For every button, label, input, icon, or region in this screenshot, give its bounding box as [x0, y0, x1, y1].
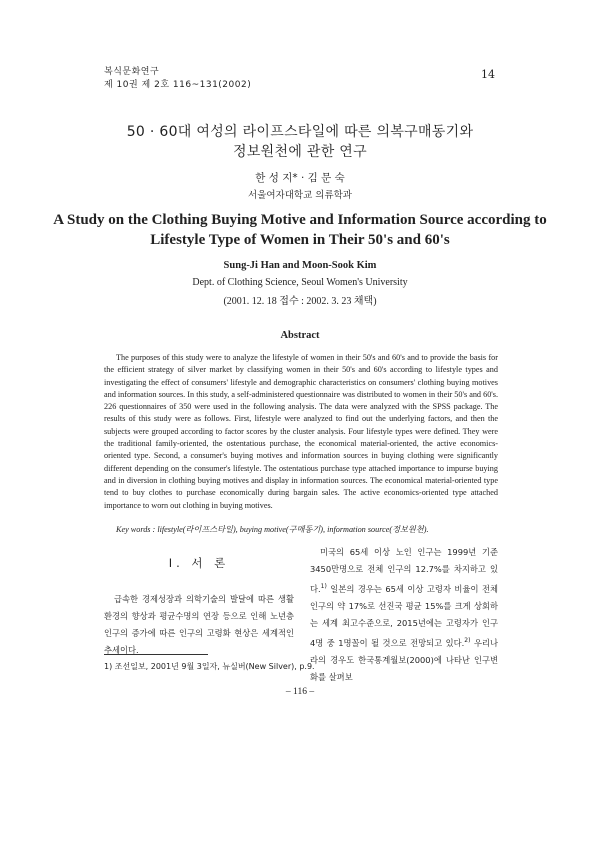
right-column	[310, 544, 498, 686]
left-column	[104, 551, 294, 659]
footnote-ref-2: 2)	[464, 637, 471, 645]
korean-affiliation: 서울여자대학교 의류학과	[248, 190, 352, 201]
intro-text-part1: 미국의 65세 이상 노인 인구는 1999년 기준 3450만명으로 전체 인구의 12.7%를 차지하고 있다.	[310, 547, 498, 594]
korean-authors: 한 성 지* · 김 문 숙	[255, 172, 345, 184]
intro-text-part2: 일본의 경우는 65세 이상 고령자 비율이 전체 인구의 약 17%로 선진국 평균 15%를 크게 상회하는 세계 최고수준으로, 2015년에는 고령자가 인구 4명 중 1명꼴이 될 것으로 전망되고 있다.	[310, 583, 498, 648]
journal-name: 복식문화연구	[104, 67, 160, 77]
footnote-divider	[104, 654, 208, 655]
korean-title	[0, 122, 600, 162]
journal-volume: 제 10권 제 2호 116~131(2002)	[104, 80, 252, 90]
english-title-line1: A Study on the Clothing Buying Motive and Information Source according to	[53, 212, 547, 228]
journal-info	[104, 66, 251, 92]
abstract-text: The purposes of this study were to analyze the lifestyle of women in their 50's and 60's and to provide the basis for the efficient strategy of silver market by classifying women in their 50's and 60's according to lifestyle types and investigating the effect of consumers' lifestyle and demographic characteristics on consumers' clothing buying motives and information sources. In this study, a self-administered questionnaire was distributed to women in their 50's and 60's. 226 questionnaires of 350 were used in the following analysis. The data were analyzed with the SPSS package. The results of this study were as follows. First, lifestyle were analyzed to find out the underlying factors, and then the subjects were grouped according to factor scores by the cluster analysis. Four lifestyle types were defined. They were the traditional family-oriented, the ostentatious purchase, the economical material-oriented, the active economics-oriented type. Second, a consumer's buying motives and information sources in buying clothing were significantly different depending on the consumer's lifestyle. The ostentatious purchase type attached importance to impurse buying and in diversion in clothing buying motives and display in information sources. The economical material-oriented type tend to buy clothes to purchase economically during bargain sales. The active economics-oriented type attached importance to worn out clothing in buying motives.	[104, 353, 498, 510]
english-title	[0, 210, 600, 250]
received-accepted-dates: (2001. 12. 18 접수 : 2002. 3. 23 채택)	[223, 296, 377, 307]
intro-paragraph-left: 급속한 경제성장과 의학기술의 발달에 따른 생활환경의 향상과 평균수명의 연장 등으로 인해 노년층 인구의 증가에 따른 인구의 고령화 현상은 세계적인 추세이다.	[104, 594, 294, 656]
korean-title-line1: 50 · 60대 여성의 라이프스타일에 따른 의복구매동기와	[126, 124, 474, 140]
abstract-heading: Abstract	[280, 330, 320, 341]
top-page-number: 14	[481, 68, 495, 81]
footnote: 1) 조선일보, 2001년 9월 3일자, 뉴실버(New Silver), p.9.	[104, 662, 315, 671]
keywords: Key words : lifestyle(라이프스타일), buying motive(구매동기), information source(정보원천).	[116, 525, 429, 534]
korean-title-line2: 정보원천에 관한 연구	[233, 144, 367, 160]
english-authors: Sung-Ji Han and Moon-Sook Kim	[223, 260, 377, 271]
english-affiliation: Dept. of Clothing Science, Seoul Women's University	[192, 277, 408, 288]
english-title-line2: Lifestyle Type of Women in Their 50's and 60's	[150, 232, 450, 248]
footnote-ref-1: 1)	[320, 583, 327, 591]
intro-text-part3: 우리나라의 경우도 한국통계월보(2000)에 나타난 인구변화를 살펴보	[310, 638, 498, 683]
intro-paragraph-right	[310, 544, 498, 686]
section-heading: I. 서 론	[168, 556, 230, 570]
bottom-page-number: – 116 –	[285, 687, 315, 697]
